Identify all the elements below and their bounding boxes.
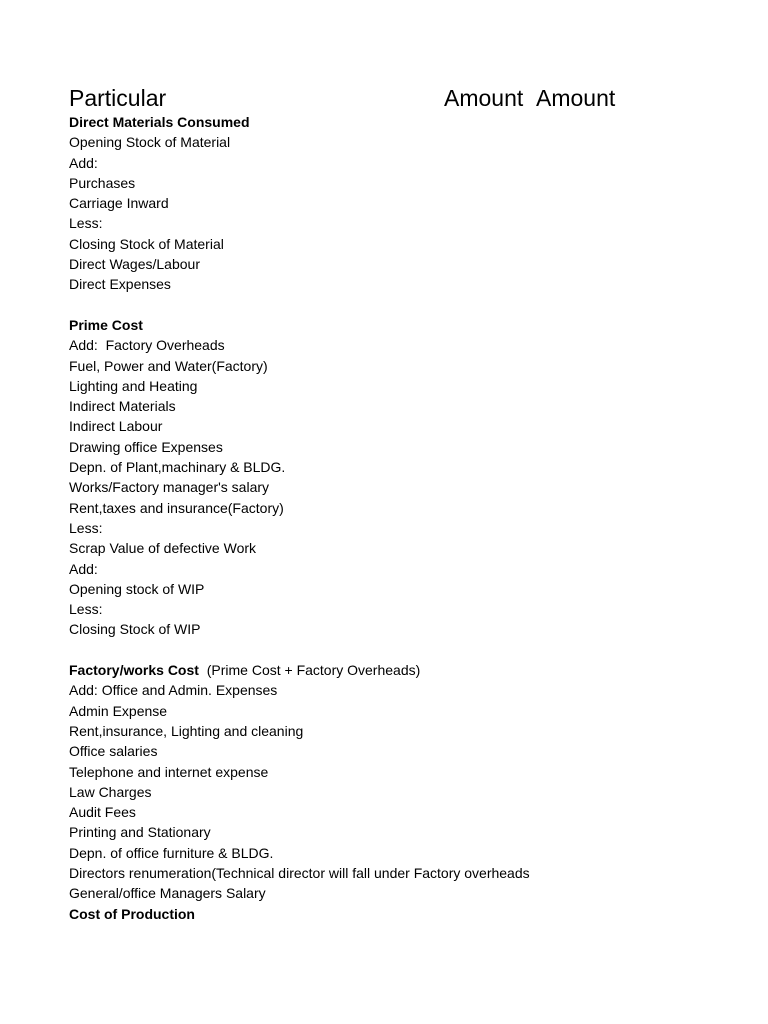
line-item: Closing Stock of WIP xyxy=(69,621,201,638)
line-item: Drawing office Expenses xyxy=(69,438,223,455)
line-item: Lighting and Heating xyxy=(69,377,198,394)
line-item: Add: Factory Overheads xyxy=(69,337,225,354)
line-item: General/office Managers Salary xyxy=(69,885,266,902)
section-title-note: (Prime Cost + Factory Overheads) xyxy=(198,662,421,679)
header-amount-1: Amount xyxy=(444,85,524,111)
line-item: Fuel, Power and Water(Factory) xyxy=(69,357,268,374)
line-item: Rent,taxes and insurance(Factory) xyxy=(69,499,284,516)
line-item: Add: xyxy=(69,154,98,171)
line-item: Less: xyxy=(69,519,103,536)
line-item: Printing and Stationary xyxy=(69,824,211,841)
line-item: Direct Wages/Labour xyxy=(69,256,200,273)
line-item: Rent,insurance, Lighting and cleaning xyxy=(69,722,304,739)
line-item: Purchases xyxy=(69,174,136,191)
section-title-factory-cost-row xyxy=(69,660,729,680)
line-item: Audit Fees xyxy=(69,804,136,821)
line-item: Depn. of Plant,machinary & BLDG. xyxy=(69,459,286,476)
line-item: Indirect Materials xyxy=(69,398,176,415)
header-amount-2: Amount xyxy=(536,85,616,111)
line-item: Depn. of office furniture & BLDG. xyxy=(69,844,274,861)
line-item: Add: Office and Admin. Expenses xyxy=(69,682,278,699)
line-item: Add: xyxy=(69,560,98,577)
line-item: Closing Stock of Material xyxy=(69,235,224,252)
section-title-factory-cost: Factory/works Cost xyxy=(69,662,199,679)
line-item: Law Charges xyxy=(69,783,152,800)
line-item: Less: xyxy=(69,215,103,232)
line-item: Office salaries xyxy=(69,743,158,760)
spacer xyxy=(69,640,729,660)
line-item: Directors renumeration(Technical director will fall under Factory overheads xyxy=(69,864,530,881)
header-particular: Particular xyxy=(69,85,167,111)
line-item: Admin Expense xyxy=(69,702,168,719)
line-item: Scrap Value of defective Work xyxy=(69,540,257,557)
line-item: Opening Stock of Material xyxy=(69,134,231,151)
column-header xyxy=(69,84,629,112)
section-title-cost-of-production: Cost of Production xyxy=(69,905,195,922)
line-item: Carriage Inward xyxy=(69,195,169,212)
section-title-prime-cost: Prime Cost xyxy=(69,316,143,333)
line-item: Direct Expenses xyxy=(69,276,171,293)
line-item: Telephone and internet expense xyxy=(69,763,269,780)
section-title-direct-materials: Direct Materials Consumed xyxy=(69,114,250,130)
line-item: Indirect Labour xyxy=(69,418,163,435)
line-item: Works/Factory manager's salary xyxy=(69,479,270,496)
cost-sheet-body xyxy=(69,112,729,924)
line-item: Less: xyxy=(69,601,103,618)
spacer xyxy=(69,295,729,315)
line-item: Opening stock of WIP xyxy=(69,580,205,597)
